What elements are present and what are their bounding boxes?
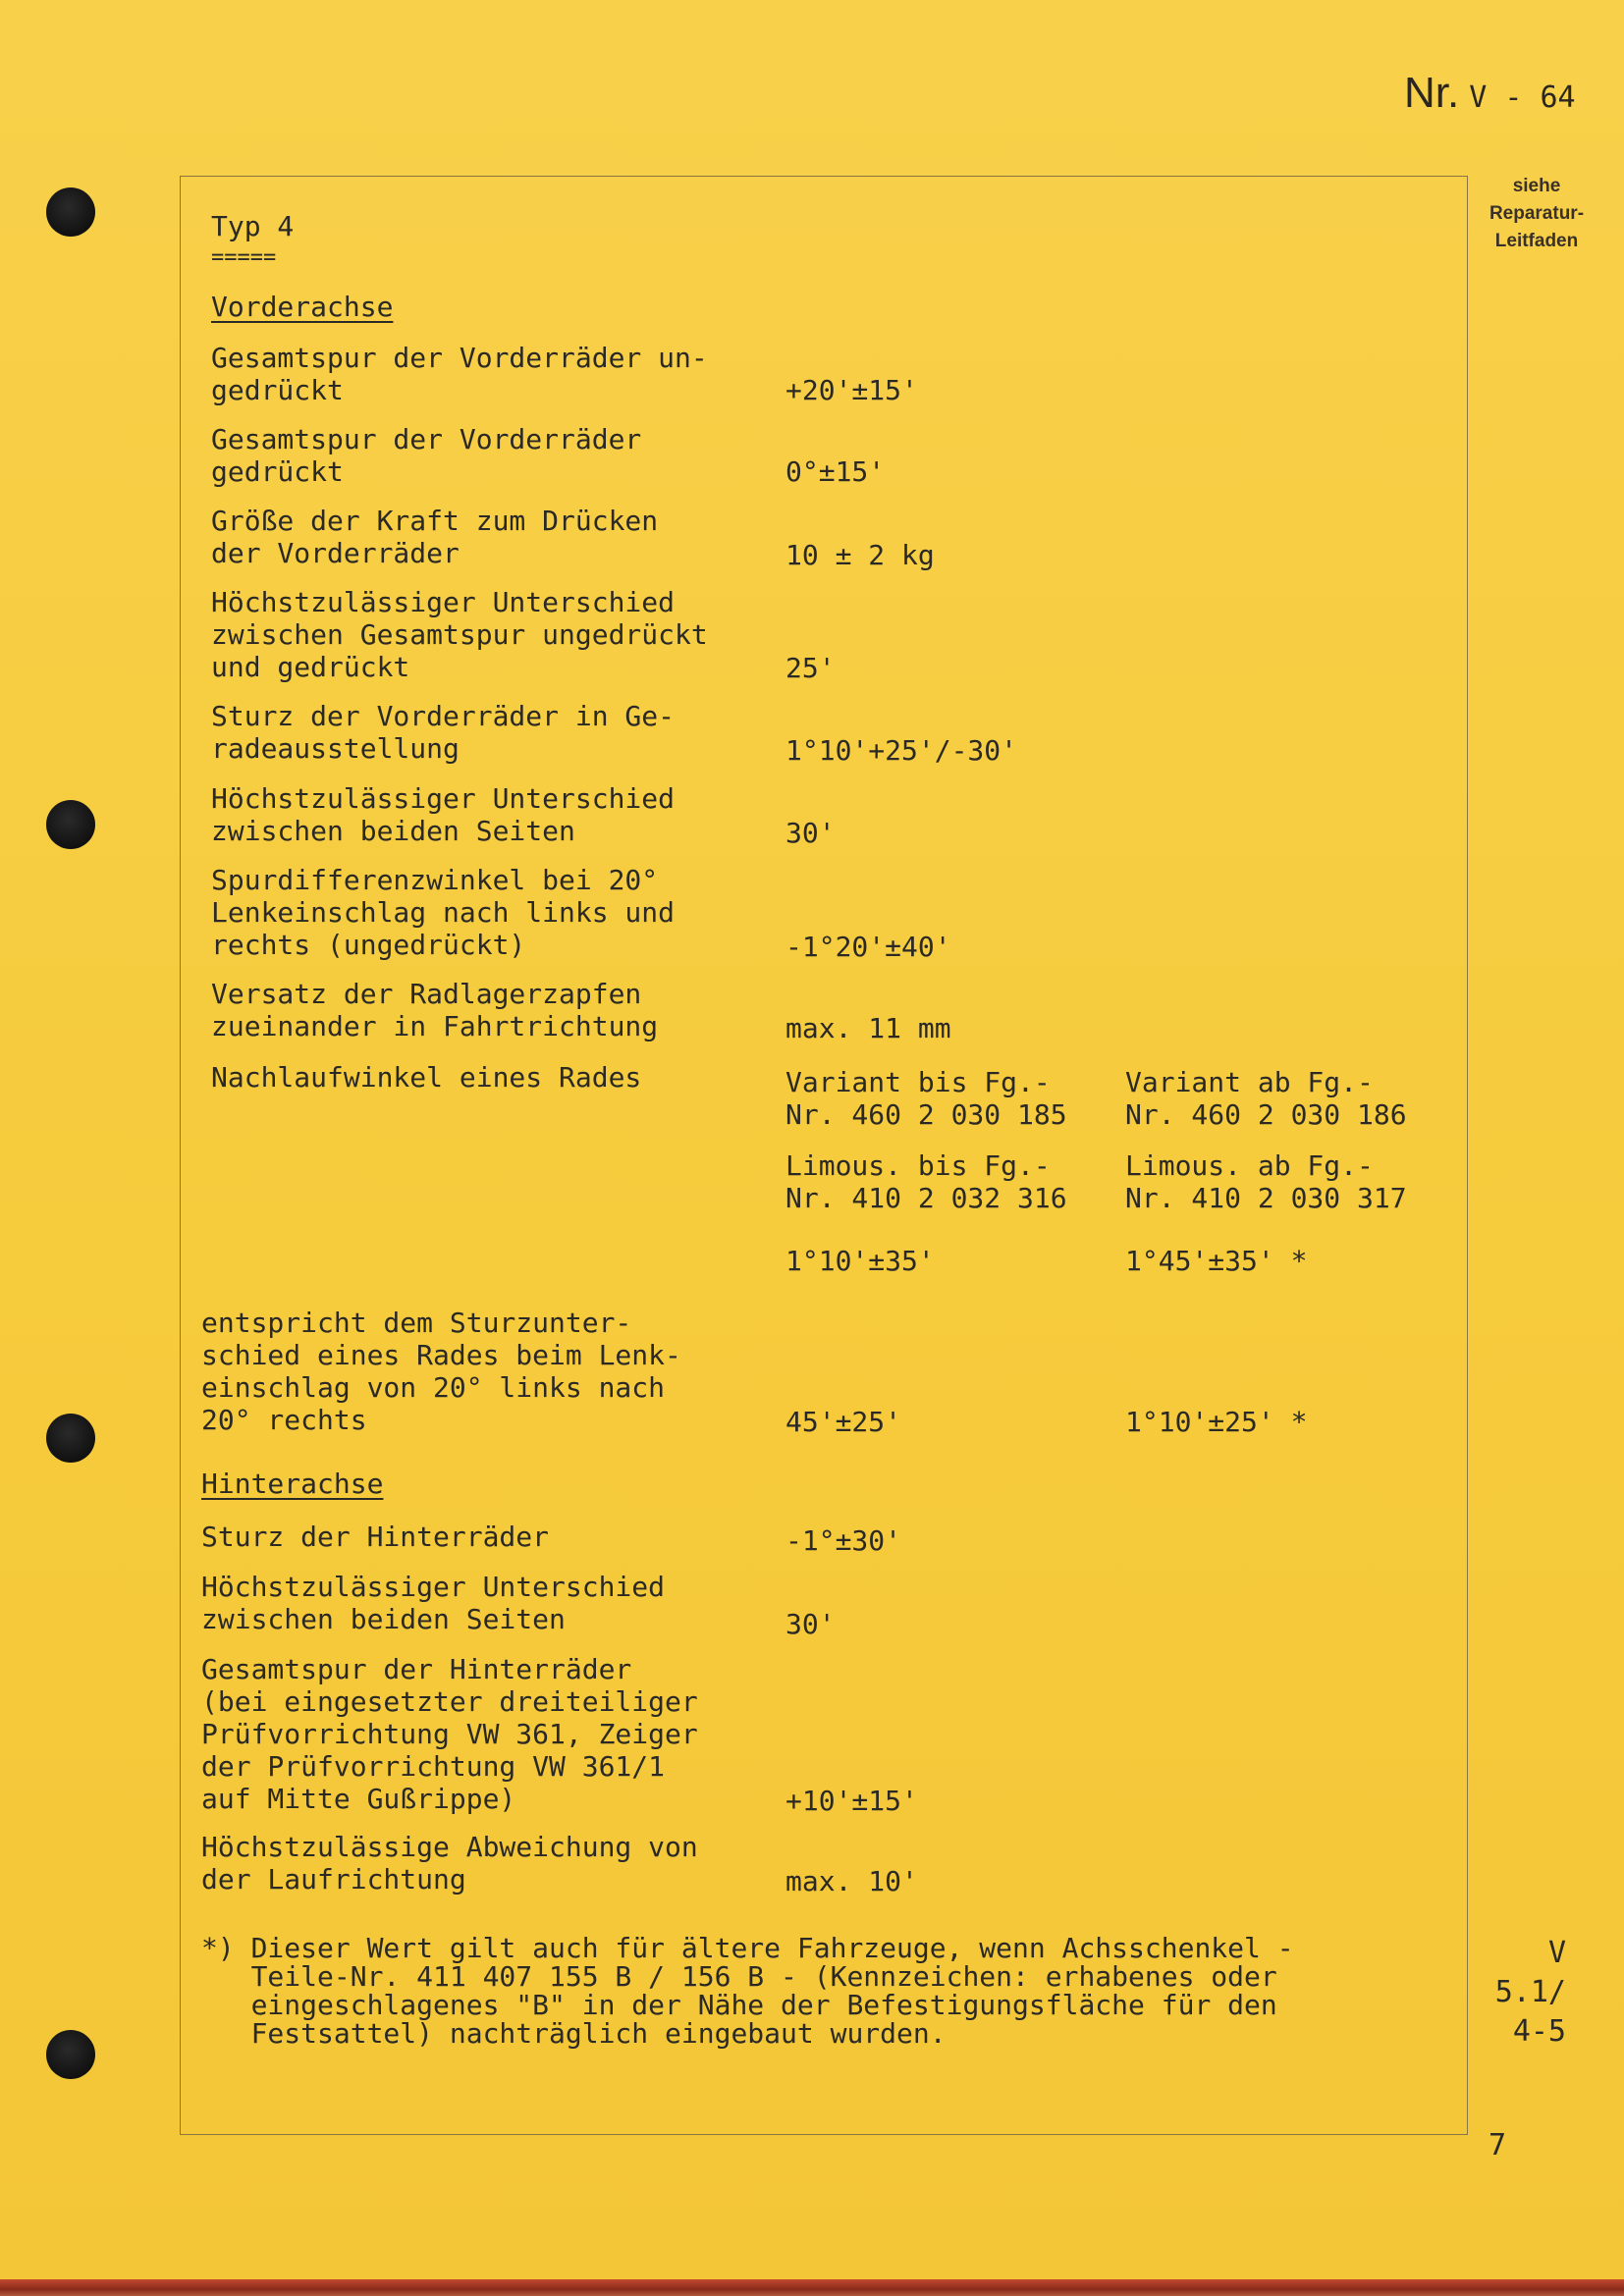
document-number	[1404, 69, 1576, 118]
margin-ref-line: V 5.1/	[1494, 1936, 1566, 2009]
row-value: max. 11 mm	[785, 1012, 951, 1044]
side-note-line: Reparatur-	[1489, 203, 1585, 224]
row-value: -1°20'±40'	[785, 931, 951, 963]
row-value: 10 ± 2 kg	[785, 539, 935, 571]
row-label: Höchstzulässige Abweichung von der Laufrichtung	[201, 1831, 698, 1896]
nr-label: Nr.	[1404, 69, 1460, 117]
row-value: 30'	[785, 817, 836, 849]
punch-hole	[46, 187, 95, 237]
type-title-underline: =====	[211, 245, 277, 270]
punch-hole	[46, 1414, 95, 1463]
row-label: Spurdifferenzwinkel bei 20° Lenkeinschlag nach links und rechts (ungedrückt)	[211, 864, 676, 961]
row-label: Höchstzulässiger Unterschied zwischen beiden Seiten	[201, 1571, 666, 1635]
row-value: +20'±15'	[785, 374, 918, 406]
row-value: max. 10'	[785, 1865, 918, 1897]
page-number: 7	[1489, 2128, 1507, 2163]
side-note-line: siehe	[1512, 176, 1561, 196]
margin-reference	[1473, 1934, 1566, 2052]
page-bottom-edge	[0, 2279, 1624, 2296]
caster-col1-head1: Variant bis Fg.- Nr. 460 2 030 185	[785, 1066, 1067, 1131]
row-label: Sturz der Vorderräder in Ge- radeausstellung	[211, 700, 676, 765]
row-value: 25'	[785, 652, 836, 684]
row-label: Höchstzulässiger Unterschied zwischen beiden Seiten	[211, 782, 676, 847]
caster-col1-value: 1°10'±35'	[785, 1245, 935, 1277]
caster-col2-head2: Limous. ab Fg.- Nr. 410 2 030 317	[1125, 1149, 1407, 1214]
row-label: Höchstzulässiger Unterschied zwischen Gesamtspur ungedrückt und gedrückt	[211, 586, 708, 683]
side-note-line: Leitfaden	[1494, 231, 1579, 251]
row-label: Größe der Kraft zum Drücken der Vorderräder	[211, 505, 659, 569]
caster-col1-head2: Limous. bis Fg.- Nr. 410 2 032 316	[785, 1149, 1067, 1214]
caster-sub-col1: 45'±25'	[785, 1406, 902, 1438]
row-label: Sturz der Hinterräder	[201, 1521, 550, 1553]
row-label: Gesamtspur der Hinterräder (bei eingesetzter dreiteiliger Prüfvorrichtung VW 361, Zeiger der Prüfvorrichtung VW 361/1 auf Mitte Gußrippe)	[201, 1653, 698, 1815]
row-label: Gesamtspur der Vorderräder un- gedrückt	[211, 342, 708, 406]
caster-label: Nachlaufwinkel eines Rades	[211, 1061, 642, 1094]
rear-axle-title: Hinterachse	[201, 1468, 384, 1500]
caster-sub-label: entspricht dem Sturzunter- schied eines Rades beim Lenk- einschlag von 20° links nach 20° rechts	[201, 1307, 681, 1436]
side-note	[1478, 173, 1596, 255]
caster-col2-head1: Variant ab Fg.- Nr. 460 2 030 186	[1125, 1066, 1407, 1131]
row-value: +10'±15'	[785, 1785, 918, 1817]
caster-sub-col2: 1°10'±25' *	[1125, 1406, 1308, 1438]
punch-hole	[46, 2030, 95, 2079]
caster-col2-value: 1°45'±35' *	[1125, 1245, 1308, 1277]
row-value: 0°±15'	[785, 455, 886, 488]
nr-value: V - 64	[1469, 80, 1576, 115]
row-label: Gesamtspur der Vorderräder gedrückt	[211, 423, 642, 488]
row-value: 1°10'+25'/-30'	[785, 734, 1018, 767]
type-title: Typ 4	[211, 210, 295, 242]
front-axle-title: Vorderachse	[211, 291, 394, 323]
row-value: 30'	[785, 1608, 836, 1640]
row-value: -1°±30'	[785, 1524, 902, 1557]
margin-ref-line: 4-5	[1512, 2014, 1566, 2049]
punch-hole	[46, 800, 95, 849]
footnote: *) Dieser Wert gilt auch für ältere Fahrzeuge, wenn Achsschenkel - Teile-Nr. 411 407 155 B / 156 B - (Kennzeichen: erhabenes oder eingeschlagenes "B" in der Nähe der Befestigungsfläche für den Festsattel) nachträglich eingebaut wurden.	[201, 1932, 1294, 2050]
row-label: Versatz der Radlagerzapfen zueinander in Fahrtrichtung	[211, 978, 659, 1042]
